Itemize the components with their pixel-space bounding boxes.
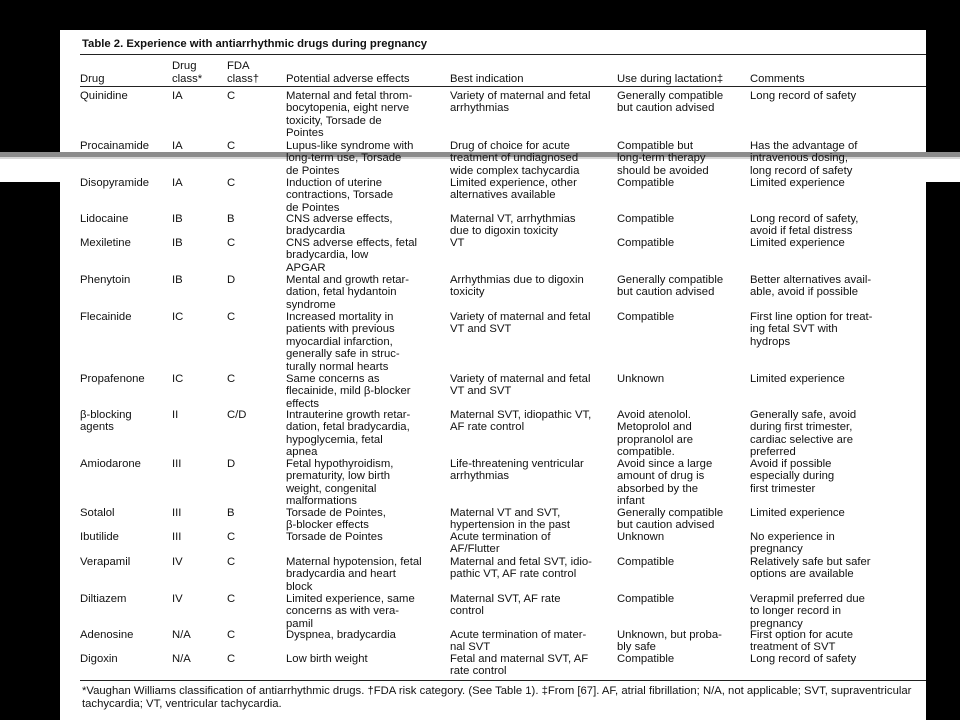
header-drug-class: Drug class* xyxy=(172,60,203,85)
cell-lactation: Unknown xyxy=(617,531,665,543)
cell-comments: First option for acute treatment of SVT xyxy=(750,629,853,654)
cell-drug: Quinidine xyxy=(80,90,128,102)
cell-comments: No experience in pregnancy xyxy=(750,531,835,556)
cell-class: III xyxy=(172,458,182,470)
cell-fda: C xyxy=(227,177,236,189)
table-header-rule xyxy=(80,86,926,87)
cell-indication: Maternal and fetal SVT, idio- pathic VT, AF rate control xyxy=(450,556,592,581)
cell-indication: VT xyxy=(450,237,465,249)
cell-class: II xyxy=(172,409,179,421)
cell-indication: Acute termination of AF/Flutter xyxy=(450,531,551,556)
cell-adverse: Limited experience, same concerns as with vera- pamil xyxy=(286,593,415,630)
cell-adverse: Torsade de Pointes, β-blocker effects xyxy=(286,507,386,532)
cell-class: IB xyxy=(172,274,183,286)
cell-class: IA xyxy=(172,90,183,102)
cell-drug: Flecainide xyxy=(80,311,132,323)
cell-fda: D xyxy=(227,458,236,470)
cell-lactation: Compatible xyxy=(617,237,675,249)
cell-comments: Has the advantage of intravenous dosing, long record of safety xyxy=(750,140,858,177)
cell-drug: Phenytoin xyxy=(80,274,131,286)
cell-lactation: Compatible xyxy=(617,311,675,323)
cell-adverse: CNS adverse effects, fetal bradycardia, low APGAR xyxy=(286,237,418,274)
cell-fda: B xyxy=(227,507,235,519)
cell-indication: Maternal SVT, AF rate control xyxy=(450,593,561,618)
cell-fda: C/D xyxy=(227,409,247,421)
cell-adverse: Intrauterine growth retar- dation, fetal bradycardia, hypoglycemia, fetal apnea xyxy=(286,409,411,459)
cell-comments: Long record of safety xyxy=(750,90,857,102)
cell-indication: Limited experience, other alternatives available xyxy=(450,177,577,202)
cell-indication: Maternal VT, arrhythmias due to digoxin toxicity xyxy=(450,213,576,238)
header-comments: Comments xyxy=(750,72,805,85)
cell-drug: Disopyramide xyxy=(80,177,150,189)
cell-fda: C xyxy=(227,373,236,385)
cell-comments: Limited experience xyxy=(750,507,845,519)
cell-lactation: Compatible xyxy=(617,213,675,225)
cell-class: IV xyxy=(172,593,183,605)
cell-class: IA xyxy=(172,140,183,152)
cell-class: III xyxy=(172,507,182,519)
table-bottom-rule xyxy=(80,680,926,681)
cell-adverse: Low birth weight xyxy=(286,653,368,665)
cell-class: III xyxy=(172,531,182,543)
cell-lactation: Compatible xyxy=(617,556,675,568)
header-lactation: Use during lactation‡ xyxy=(617,72,724,85)
cell-adverse: Maternal hypotension, fetal bradycardia and heart block xyxy=(286,556,422,593)
cell-class: IV xyxy=(172,556,183,568)
cell-lactation: Compatible xyxy=(617,653,675,665)
cell-class: IB xyxy=(172,237,183,249)
header-best-indication: Best indication xyxy=(450,72,524,85)
cell-comments: Avoid if possible especially during first trimester xyxy=(750,458,835,495)
table-footnote: *Vaughan Williams classification of antiarrhythmic drugs. †FDA risk category. (See Table 1). ‡From [67]. AF, atrial fibrillation; N/A, not applicable; SVT, supraventricular tachycardia; VT, ventricular tachycardia. xyxy=(82,685,912,710)
cell-fda: C xyxy=(227,556,236,568)
cell-adverse: CNS adverse effects, bradycardia xyxy=(286,213,393,238)
cell-indication: Acute termination of mater- nal SVT xyxy=(450,629,587,654)
header-adverse-effects: Potential adverse effects xyxy=(286,72,410,85)
cell-drug: β-blocking agents xyxy=(80,409,132,434)
cell-lactation: Generally compatible but caution advised xyxy=(617,90,724,115)
cell-lactation: Generally compatible but caution advised xyxy=(617,507,724,532)
cell-comments: Limited experience xyxy=(750,373,845,385)
cell-class: IB xyxy=(172,213,183,225)
cell-adverse: Same concerns as flecainide, mild β-blocker effects xyxy=(286,373,411,410)
cell-adverse: Torsade de Pointes xyxy=(286,531,383,543)
cell-comments: Limited experience xyxy=(750,177,845,189)
cell-comments: Relatively safe but safer options are available xyxy=(750,556,871,581)
cell-drug: Digoxin xyxy=(80,653,118,665)
cell-fda: C xyxy=(227,653,236,665)
cell-comments: Better alternatives avail- able, avoid if possible xyxy=(750,274,872,299)
cell-adverse: Mental and growth retar- dation, fetal hydantoin syndrome xyxy=(286,274,410,311)
cell-drug: Diltiazem xyxy=(80,593,127,605)
cell-indication: Drug of choice for acute treatment of undiagnosed wide complex tachycardia xyxy=(450,140,580,177)
cell-lactation: Avoid since a large amount of drug is absorbed by the infant xyxy=(617,458,713,508)
cell-indication: Maternal SVT, idiopathic VT, AF rate control xyxy=(450,409,592,434)
cell-adverse: Increased mortality in patients with previous myocardial infarction, generally safe in struc- turally normal hearts xyxy=(286,311,400,373)
cell-lactation: Generally compatible but caution advised xyxy=(617,274,724,299)
cell-drug: Sotalol xyxy=(80,507,115,519)
table-top-rule xyxy=(80,54,926,55)
cell-comments: Verapmil preferred due to longer record in pregnancy xyxy=(750,593,865,630)
cell-lactation: Avoid atenolol. Metoprolol and propranolol are compatible. xyxy=(617,409,693,459)
cell-comments: Limited experience xyxy=(750,237,845,249)
header-fda-class: FDA class† xyxy=(227,60,260,85)
table-document xyxy=(60,30,926,720)
cell-indication: Variety of maternal and fetal VT and SVT xyxy=(450,373,591,398)
cell-class: IA xyxy=(172,177,183,189)
cell-drug: Propafenone xyxy=(80,373,145,385)
cell-indication: Fetal and maternal SVT, AF rate control xyxy=(450,653,589,678)
cell-indication: Life-threatening ventricular arrhythmias xyxy=(450,458,584,483)
header-drug: Drug xyxy=(80,72,105,85)
cell-indication: Arrhythmias due to digoxin toxicity xyxy=(450,274,584,299)
cell-drug: Adenosine xyxy=(80,629,134,641)
cell-comments: First line option for treat- ing fetal SVT with hydrops xyxy=(750,311,873,348)
cell-comments: Long record of safety, avoid if fetal distress xyxy=(750,213,859,238)
cell-fda: C xyxy=(227,237,236,249)
cell-indication: Variety of maternal and fetal VT and SVT xyxy=(450,311,591,336)
cell-class: N/A xyxy=(172,653,191,665)
cell-adverse: Maternal and fetal throm- bocytopenia, eight nerve toxicity, Torsade de Pointes xyxy=(286,90,413,140)
cell-adverse: Fetal hypothyroidism, prematurity, low birth weight, congenital malformations xyxy=(286,458,394,508)
cell-adverse: Induction of uterine contractions, Torsade de Pointes xyxy=(286,177,394,214)
cell-fda: C xyxy=(227,140,236,152)
cell-drug: Lidocaine xyxy=(80,213,129,225)
cell-fda: C xyxy=(227,311,236,323)
cell-adverse: Lupus-like syndrome with long-term use, Torsade de Pointes xyxy=(286,140,414,177)
cell-lactation: Unknown, but proba- bly safe xyxy=(617,629,722,654)
cell-class: IC xyxy=(172,311,184,323)
cell-drug: Mexiletine xyxy=(80,237,131,249)
cell-adverse: Dyspnea, bradycardia xyxy=(286,629,396,641)
cell-class: N/A xyxy=(172,629,191,641)
cell-fda: C xyxy=(227,90,236,102)
cell-class: IC xyxy=(172,373,184,385)
table-title: Table 2. Experience with antiarrhythmic drugs during pregnancy xyxy=(82,38,428,50)
cell-drug: Amiodarone xyxy=(80,458,141,470)
cell-indication: Maternal VT and SVT, hypertension in the past xyxy=(450,507,570,532)
cell-comments: Long record of safety xyxy=(750,653,857,665)
cell-lactation: Compatible but long-term therapy should be avoided xyxy=(617,140,709,177)
cell-fda: C xyxy=(227,593,236,605)
cell-drug: Ibutilide xyxy=(80,531,119,543)
cell-drug: Procainamide xyxy=(80,140,150,152)
cell-fda: D xyxy=(227,274,236,286)
cell-indication: Variety of maternal and fetal arrhythmias xyxy=(450,90,591,115)
cell-comments: Generally safe, avoid during first trimester, cardiac selective are preferred xyxy=(750,409,857,459)
cell-fda: C xyxy=(227,531,236,543)
cell-fda: B xyxy=(227,213,235,225)
cell-lactation: Unknown xyxy=(617,373,665,385)
cell-lactation: Compatible xyxy=(617,593,675,605)
cell-drug: Verapamil xyxy=(80,556,131,568)
cell-fda: C xyxy=(227,629,236,641)
cell-lactation: Compatible xyxy=(617,177,675,189)
